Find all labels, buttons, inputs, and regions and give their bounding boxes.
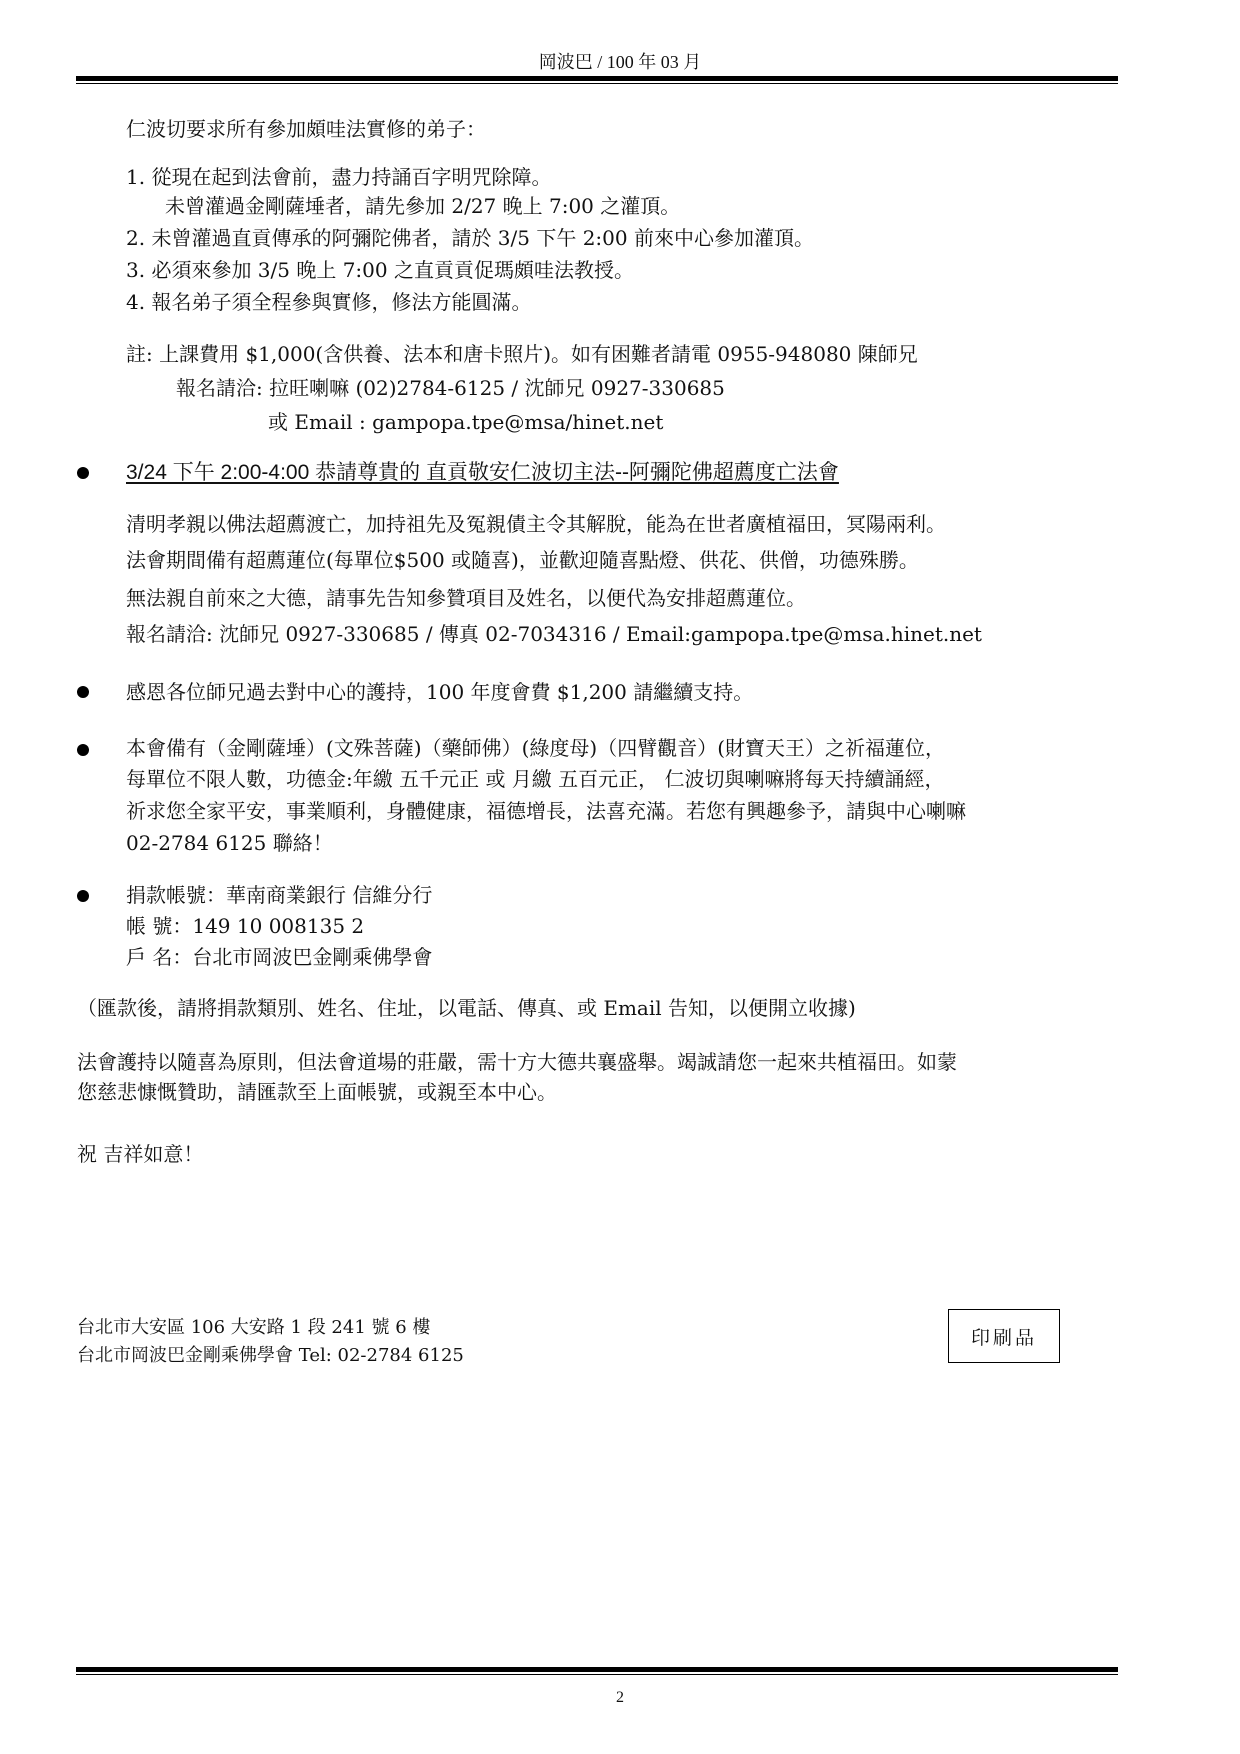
header-rule — [76, 76, 1118, 81]
bullet-icon — [77, 744, 89, 756]
footer-org: 台北市岡波巴金剛乘佛學會 Tel: 02-2784 6125 — [77, 1345, 464, 1366]
bullet-icon — [77, 890, 89, 902]
membership-fee: 感恩各位師兄過去對中心的護持，100 年度會費 $1,200 請繼續支持。 — [126, 680, 754, 704]
blessing-line: 每單位不限人數，功德金:年繳 五千元正 或 月繳 五百元正， 仁波切與喇嘛將每天持續誦經， — [126, 767, 945, 791]
closing-blessing: 祝 吉祥如意！ — [77, 1142, 204, 1166]
list-item: 4. 報名弟子須全程參與實修，修法方能圓滿。 — [126, 290, 532, 314]
account-name: 戶 名：台北市岡波巴金剛乘佛學會 — [126, 945, 433, 969]
closing-line: 您慈悲慷慨贊助，請匯款至上面帳號，或親至本中心。 — [77, 1080, 557, 1104]
remittance-note: （匯款後，請將捐款類別、姓名、住址，以電話、傳真、或 Email 告知，以便開立收據) — [77, 996, 856, 1020]
registration-email: 或 Email : gampopa.tpe@msa/hinet.net — [268, 410, 664, 434]
page-number: 2 — [616, 1689, 624, 1706]
registration-contact: 報名請洽: 拉旺喇嘛 (02)2784-6125 / 沈師兄 0927-330685 — [176, 376, 725, 400]
event-line: 無法親自前來之大德，請事先告知參贊項目及姓名，以便代為安排超薦蓮位。 — [126, 586, 806, 610]
footer-rule — [76, 1667, 1118, 1672]
section1-intro: 仁波切要求所有參加頗哇法實修的弟子： — [126, 117, 486, 141]
event-line: 法會期間備有超薦蓮位(每單位$500 或隨喜)，並歡迎隨喜點燈、供花、供僧，功德殊勝。 — [126, 548, 919, 572]
header-rule-thin — [76, 83, 1118, 84]
blessing-line: 祈求您全家平安，事業順利，身體健康，福德增長，法喜充滿。若您有興趣參予，請與中心喇嘛 — [126, 799, 966, 823]
fee-note: 註: 上課費用 $1,000(含供養、法本和唐卡照片)。如有困難者請電 0955-948080 陳師兄 — [126, 342, 918, 366]
page-header: 岡波巴 / 100 年 03 月 — [538, 52, 702, 72]
blessing-line: 本會備有（金剛薩埵）(文殊菩薩)（藥師佛）(綠度母)（四臂觀音）(財寶天王）之祈福蓮位， — [126, 736, 946, 760]
bullet-icon — [77, 686, 89, 698]
printed-matter-stamp: 印刷品 — [948, 1309, 1060, 1363]
bank-name: 捐款帳號：華南商業銀行 信維分行 — [126, 883, 433, 907]
list-item: 2. 未曾灌過直貢傳承的阿彌陀佛者，請於 3/5 下午 2:00 前來中心參加灌頂。 — [126, 226, 814, 250]
account-number: 帳 號：149 10 008135 2 — [126, 914, 365, 938]
event-contact: 報名請洽: 沈師兄 0927-330685 / 傳真 02-7034316 / Email:gampopa.tpe@msa.hinet.net — [126, 622, 982, 646]
event-title: 3/24 下午 2:00-4:00 恭請尊貴的 直貢敬安仁波切主法--阿彌陀佛超薦度亡法會 — [126, 461, 839, 484]
footer-rule-thin — [76, 1674, 1118, 1675]
event-line: 清明孝親以佛法超薦渡亡，加持祖先及冤親債主令其解脫，能為在世者廣植福田，冥陽兩利。 — [126, 512, 946, 536]
list-item: 1. 從現在起到法會前，盡力持誦百字明咒除障。 — [126, 165, 552, 189]
blessing-line: 02-2784 6125 聯絡！ — [126, 831, 333, 855]
bullet-icon — [77, 467, 89, 479]
footer-address: 台北市大安區 106 大安路 1 段 241 號 6 樓 — [77, 1317, 431, 1338]
closing-line: 法會護持以隨喜為原則，但法會道場的莊嚴，需十方大德共襄盛舉。竭誠請您一起來共植福田。如蒙 — [77, 1050, 957, 1074]
list-item: 3. 必須來參加 3/5 晚上 7:00 之直貢貢促瑪頗哇法教授。 — [126, 258, 634, 282]
list-item: 未曾灌過金剛薩埵者，請先參加 2/27 晚上 7:00 之灌頂。 — [165, 194, 681, 218]
